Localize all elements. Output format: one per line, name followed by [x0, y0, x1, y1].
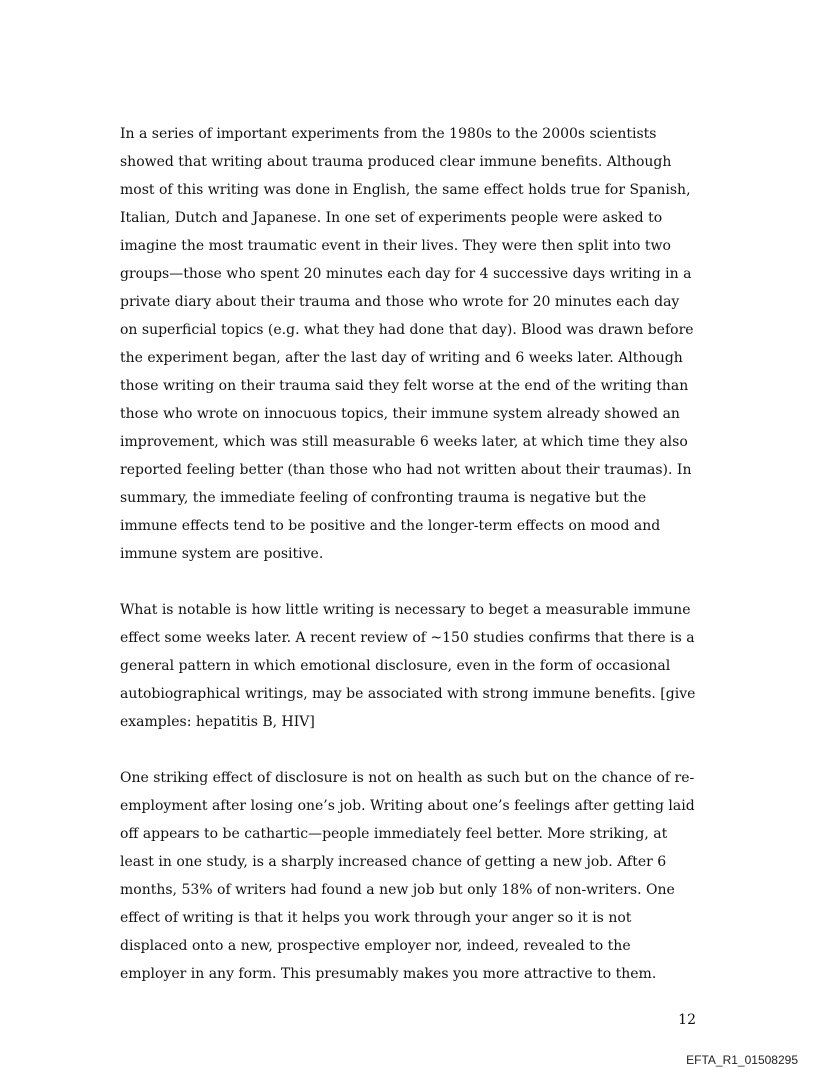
- document-id: EFTA_R1_01508295: [686, 1053, 798, 1067]
- body-text: [120, 120, 700, 1016]
- paragraph-reemployment: One striking effect of disclosure is not on health as such but on the chance of re-employment after losing one’s job. Writing about one’s feelings after getting laid off appears to be cathartic—people immediately feel better. More striking, at least in one study, is a sharply increased chance of getting a new job. After 6 months, 53% of writers had found a new job but only 18% of non-writers. One effect of writing is that it helps you work through your anger so it is not displaced onto a new, prospective employer nor, indeed, revealed to the employer in any form. This presumably makes you more attractive to them.: [120, 770, 695, 982]
- paragraph-trauma-experiments: In a series of important experiments from the 1980s to the 2000s scientists showed that writing about trauma produced clear immune benefits. Although most of this writing was done in English, the same effect holds true for Spanish, Italian, Dutch and Japanese. In one set of experiments people were asked to imagine the most traumatic event in their lives. They were then split into two groups—those who spent 20 minutes each day for 4 successive days writing in a private diary about their trauma and those who wrote for 20 minutes each day on superficial topics (e.g. what they had done that day). Blood was drawn before the experiment began, after the last day of writing and 6 weeks later. Although those writing on their trauma said they felt worse at the end of the writing than those who wrote on innocuous topics, their immune system already showed an improvement, which was still measurable 6 weeks later, at which time they also reported feeling better (than those who had not written about their traumas). In summary, the immediate feeling of confronting trauma is negative but the immune effects tend to be positive and the longer-term effects on mood and immune system are positive.: [120, 126, 694, 562]
- paragraph-immune-review: What is notable is how little writing is necessary to beget a measurable immune effect some weeks later. A recent review of ~150 studies confirms that there is a general pattern in which emotional disclosure, even in the form of occasional autobiographical writings, may be associated with strong immune benefits. [give examples: hepatitis B, HIV]: [120, 602, 696, 730]
- page-number: 12: [678, 1012, 696, 1028]
